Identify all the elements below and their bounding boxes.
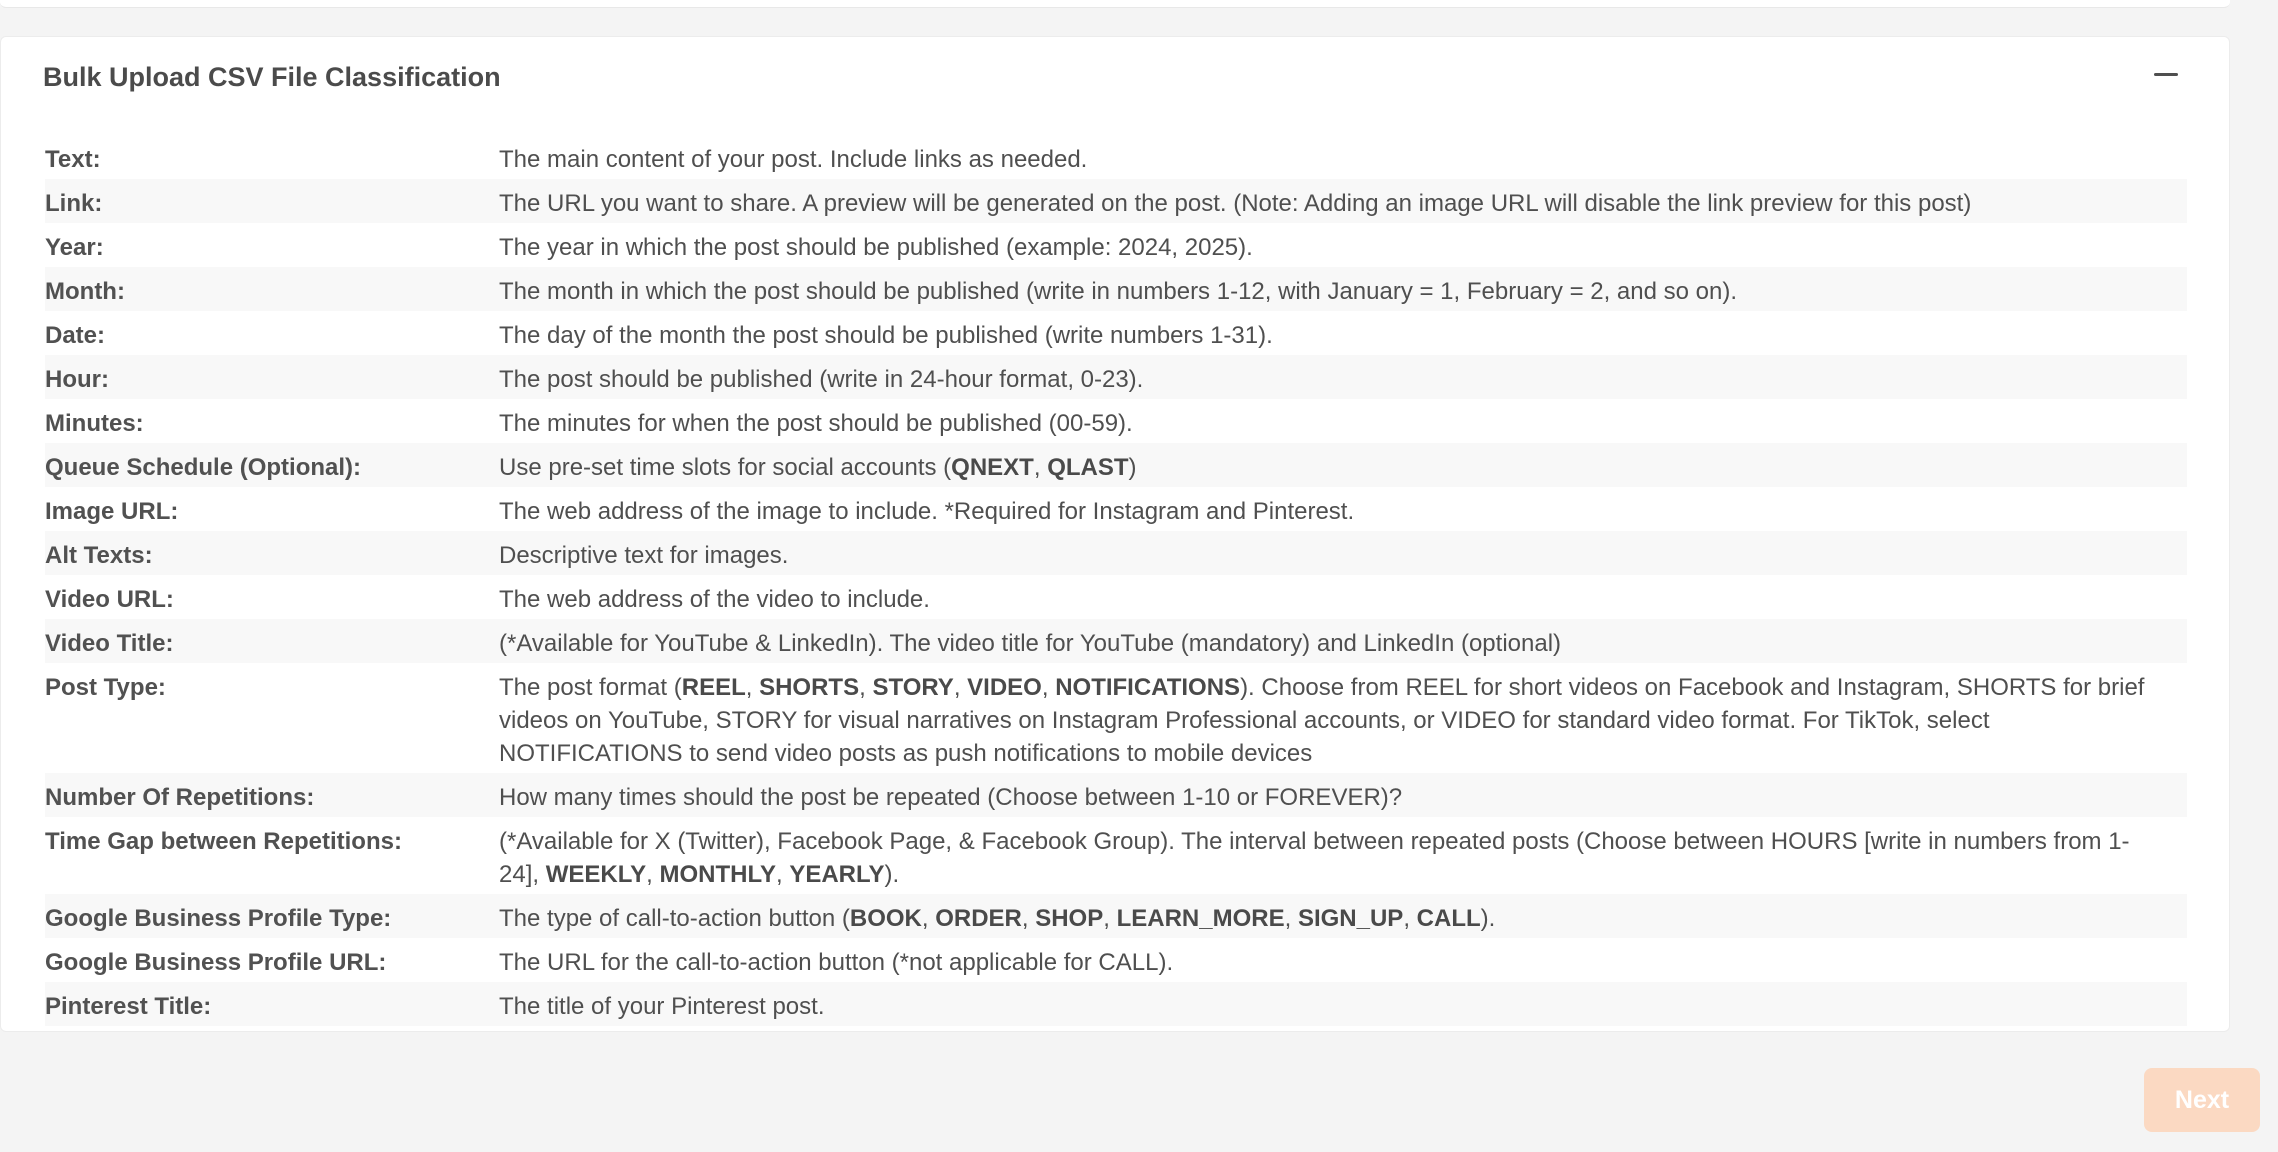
field-description (499, 902, 2187, 935)
field-keyword: SHOP (1035, 905, 1104, 932)
field-label: Alt Texts: (45, 542, 153, 569)
field-text: (*Available for X (Twitter), Facebook Page, & Facebook Group). The interval between repeated posts (Choose between HOURS [write in numbers from 1-24], (499, 828, 2130, 888)
field-definitions-list (45, 135, 2187, 1026)
field-description (499, 990, 2187, 1023)
field-text: The month in which the post should be published (write in numbers 1-12, with January = 1, February = 2, and so on). (499, 278, 1738, 305)
field-row (45, 894, 2187, 938)
field-text: The post format ( (499, 674, 682, 701)
field-label: Google Business Profile Type: (45, 905, 392, 932)
field-text: , (1403, 905, 1417, 932)
field-text: , (921, 905, 936, 932)
field-row (45, 575, 2187, 619)
field-keyword: CALL (1416, 905, 1481, 932)
csv-classification-panel (0, 36, 2230, 1032)
field-description (499, 495, 2187, 528)
field-label: Video Title: (45, 630, 174, 657)
field-text: The URL for the call-to-action button (*not applicable for CALL). (499, 949, 1174, 976)
field-text: , (1284, 905, 1298, 932)
field-text: , (1103, 905, 1117, 932)
field-text: ). (1480, 905, 1496, 932)
field-description (499, 539, 2187, 572)
field-label: Month: (45, 278, 125, 305)
field-text: , (1021, 905, 1036, 932)
field-text: The day of the month the post should be published (write numbers 1-31). (499, 322, 1273, 349)
field-keyword: WEEKLY (545, 861, 647, 888)
field-label: Post Type: (45, 674, 166, 701)
field-text: ). (884, 861, 900, 888)
field-keyword: BOOK (849, 905, 922, 932)
field-keyword: NOTIFICATIONS (1055, 674, 1241, 701)
field-keyword: ORDER (935, 905, 1022, 932)
field-keyword: SHORTS (759, 674, 860, 701)
field-keyword: MONTHLY (659, 861, 776, 888)
field-text: The post should be published (write in 24-hour format, 0-23). (499, 366, 1144, 393)
field-row (45, 399, 2187, 443)
field-label: Video URL: (45, 586, 174, 613)
field-description (499, 946, 2187, 979)
field-text: The main content of your post. Include links as needed. (499, 146, 1088, 173)
field-row (45, 938, 2187, 982)
field-row (45, 487, 2187, 531)
field-description (499, 275, 2187, 308)
field-label: Image URL: (45, 498, 179, 525)
field-row (45, 531, 2187, 575)
field-row (45, 663, 2187, 773)
field-text: Use pre-set time slots for social accounts ( (499, 454, 952, 481)
field-text: , (646, 861, 660, 888)
field-text: How many times should the post be repeated (Choose between 1-10 or FOREVER)? (499, 784, 1403, 811)
field-text: The title of your Pinterest post. (499, 993, 825, 1020)
field-keyword: YEARLY (789, 861, 885, 888)
field-description (499, 583, 2187, 616)
field-text: ) (1128, 454, 1137, 481)
field-label: Text: (45, 146, 101, 173)
field-keyword: QNEXT (951, 454, 1034, 481)
field-row (45, 223, 2187, 267)
field-description (499, 231, 2187, 264)
field-row (45, 311, 2187, 355)
field-label: Pinterest Title: (45, 993, 212, 1020)
field-row (45, 817, 2187, 894)
field-text: The web address of the image to include. *Required for Instagram and Pinterest. (499, 498, 1355, 525)
field-description (499, 451, 2187, 484)
field-keyword: LEARN_MORE (1116, 905, 1285, 932)
field-label: Minutes: (45, 410, 144, 437)
field-text: , (745, 674, 760, 701)
field-keyword: QLAST (1047, 454, 1129, 481)
field-row (45, 443, 2187, 487)
field-label: Hour: (45, 366, 109, 393)
field-text: The type of call-to-action button ( (499, 905, 850, 932)
field-row (45, 179, 2187, 223)
field-text: , (1041, 674, 1056, 701)
field-text: The web address of the video to include. (499, 586, 930, 613)
field-description (499, 407, 2187, 440)
field-keyword: REEL (681, 674, 746, 701)
next-button[interactable]: Next (2144, 1068, 2260, 1132)
field-label: Time Gap between Repetitions: (45, 828, 402, 855)
field-text: , (775, 861, 790, 888)
field-row (45, 267, 2187, 311)
field-label: Number Of Repetitions: (45, 784, 315, 811)
field-text: The minutes for when the post should be published (00-59). (499, 410, 1133, 437)
field-description (499, 143, 2187, 176)
field-text: , (859, 674, 873, 701)
field-label: Date: (45, 322, 106, 349)
panel-header (43, 57, 501, 97)
field-label: Google Business Profile URL: (45, 949, 387, 976)
field-description (499, 319, 2187, 352)
field-text: , (953, 674, 968, 701)
field-label: Queue Schedule (Optional): (45, 454, 362, 481)
field-keyword: SIGN_UP (1297, 905, 1404, 932)
field-text: , (1033, 454, 1048, 481)
field-label: Year: (45, 234, 104, 261)
field-description (499, 627, 2187, 660)
field-text: The year in which the post should be published (example: 2024, 2025). (499, 234, 1253, 261)
field-row (45, 135, 2187, 179)
field-description (499, 781, 2187, 814)
panel-title: Bulk Upload CSV File Classification (43, 61, 501, 92)
field-row (45, 773, 2187, 817)
field-description (499, 825, 2187, 891)
field-description (499, 187, 2187, 220)
field-description (499, 671, 2187, 770)
field-label: Link: (45, 190, 103, 217)
field-text: (*Available for YouTube & LinkedIn). The video title for YouTube (mandatory) and LinkedIn (optional) (499, 630, 1562, 657)
field-row (45, 619, 2187, 663)
field-keyword: VIDEO (967, 674, 1042, 701)
field-row (45, 355, 2187, 399)
field-text: Descriptive text for images. (499, 542, 789, 569)
field-keyword: STORY (872, 674, 954, 701)
previous-panel-edge (0, 0, 2230, 8)
field-row (45, 982, 2187, 1026)
minus-icon[interactable] (2151, 59, 2181, 89)
field-text: The URL you want to share. A preview will be generated on the post. (Note: Adding an image URL will disable the link preview for this post) (499, 190, 1972, 217)
field-text: ). Choose from REEL for short videos on Facebook and Instagram, SHORTS for brief videos on YouTube, STORY for visual narratives on Instagram Professional accounts, or VIDEO for standard video format. For TikTok, select NOTIFICATIONS to send video posts as push notifications to mobile devices (499, 674, 2145, 767)
field-description (499, 363, 2187, 396)
